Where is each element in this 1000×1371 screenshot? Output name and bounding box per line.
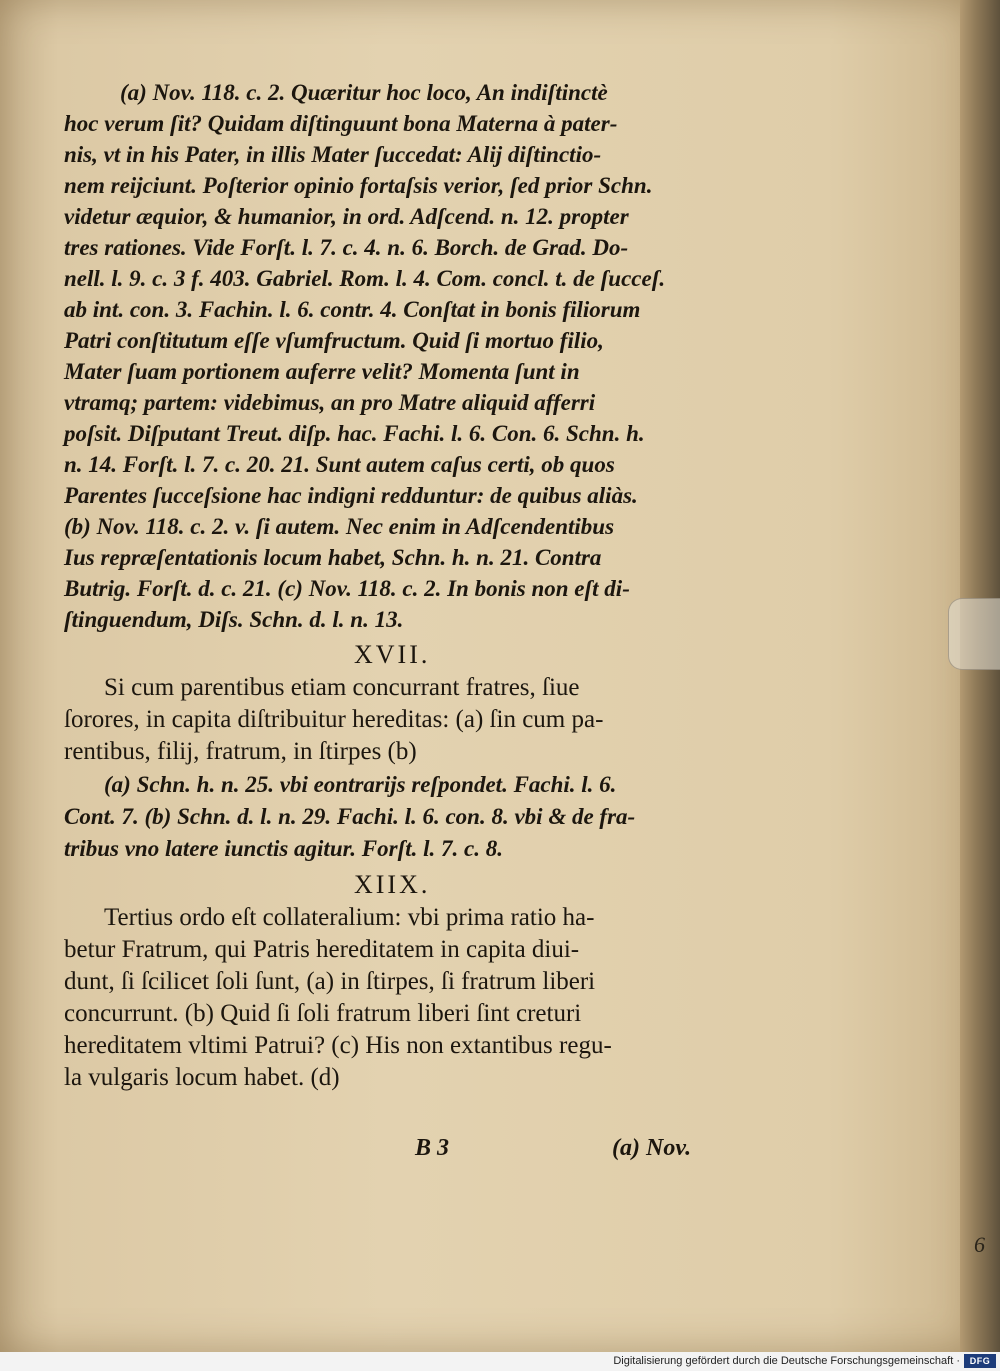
dfg-logo-icon: DFG <box>964 1354 996 1368</box>
edge-mark: 6 <box>974 1232 985 1257</box>
footnote-line: nell. l. 9. c. 3 f. 403. Gabriel. Rom. l. 4. Com. concl. t. de ſucceſ. <box>64 266 666 291</box>
page-tab-marker <box>948 598 1000 670</box>
body-line: la vulgaris locum habet. (d) <box>64 1064 340 1091</box>
footer-credit: Digitalisierung gefördert durch die Deutsche Forschungsgemeinschaft · <box>613 1355 960 1367</box>
signature-mark: B 3 <box>415 1135 450 1161</box>
footnote-line: tribus vno latere iunctis agitur. Forſt. l. 7. c. 8. <box>64 836 503 861</box>
body-line: ſorores, in capita diſtribuitur hereditas: (a) ſin cum pa- <box>64 706 604 733</box>
body-line: betur Fratrum, qui Patris hereditatem in capita diui- <box>64 936 580 963</box>
body-line: Si cum parentibus etiam concurrant fratres, ſiue <box>104 674 580 701</box>
footnote-line: vtramq; partem: videbimus, an pro Matre aliquid afferri <box>64 390 596 415</box>
footnote-line: videtur æquior, & humanior, in ord. Adſcend. n. 12. propter <box>64 204 629 229</box>
footnote-line: nis, vt in his Pater, in illis Mater ſuccedat: Alij diſtinctio- <box>64 142 602 167</box>
footnote-line: Mater ſuam portionem auferre velit? Momenta ſunt in <box>64 359 580 384</box>
footnote-line: Cont. 7. (b) Schn. d. l. n. 29. Fachi. l. 6. con. 8. vbi & de fra- <box>64 804 636 829</box>
body-line: rentibus, filij, fratrum, in ſtirpes (b) <box>64 738 417 765</box>
body-line: concurrunt. (b) Quid ſi ſoli fratrum liberi ſint creturi <box>64 1000 582 1027</box>
footnote-line: n. 14. Forſt. l. 7. c. 20. 21. Sunt autem caſus certi, ob quos <box>64 452 615 477</box>
catchword: (a) Nov. <box>612 1135 692 1161</box>
footnote-line: nem reijciunt. Poſterior opinio fortaſsis verior, ſed prior Schn. <box>64 173 653 198</box>
footer-bar <box>0 1352 1000 1371</box>
footnote-line: tres rationes. Vide Forſt. l. 7. c. 4. n. 6. Borch. de Grad. Do- <box>64 235 629 260</box>
body-line: hereditatem vltimi Patrui? (c) His non extantibus regu- <box>64 1032 612 1059</box>
footnote-line: Ius repræſentationis locum habet, Schn. h. n. 21. Contra <box>64 545 602 570</box>
footnote-line: poſsit. Diſputant Treut. diſp. hac. Fachi. l. 6. Con. 6. Schn. h. <box>64 421 645 446</box>
section-heading: XIIX. <box>354 870 431 899</box>
footnote-line: Parentes ſucceſsione hac indigni redduntur: de quibus aliàs. <box>64 483 638 508</box>
footnote-line: hoc verum ſit? Quidam diſtinguunt bona Materna à pater- <box>64 111 618 136</box>
footnote-line: ab int. con. 3. Fachin. l. 6. contr. 4. Conſtat in bonis filiorum <box>64 297 641 322</box>
page-edge <box>960 0 1000 1352</box>
footnote-line: Patri conſtitutum eſſe vſumfructum. Quid ſi mortuo filio, <box>64 328 604 353</box>
section-heading: XVII. <box>354 640 431 669</box>
footnote-line: Butrig. Forſt. d. c. 21. (c) Nov. 118. c. 2. In bonis non eſt di- <box>64 576 630 601</box>
footnote-line: (b) Nov. 118. c. 2. v. ſi autem. Nec enim in Adſcendentibus <box>64 514 615 539</box>
body-line: dunt, ſi ſcilicet ſoli ſunt, (a) in ſtirpes, ſi fratrum liberi <box>64 968 596 995</box>
footnote-line: (a) Nov. 118. c. 2. Quæritur hoc loco, An indiſtinctè <box>120 80 608 105</box>
body-line: Tertius ordo eſt collateralium: vbi prima ratio ha- <box>104 904 595 931</box>
footnote-line: (a) Schn. h. n. 25. vbi eontrarijs reſpondet. Fachi. l. 6. <box>104 772 617 797</box>
footnote-line: ſtinguendum, Diſs. Schn. d. l. n. 13. <box>64 607 404 632</box>
